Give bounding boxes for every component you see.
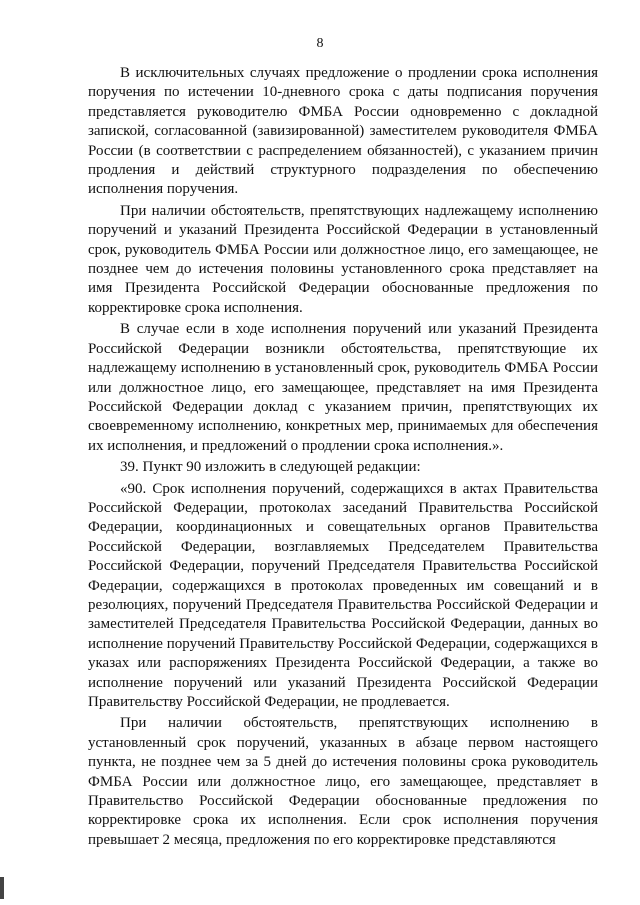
paragraph-government-deadline: При наличии обстоятельств, препятствующих исполнению в установленный срок поручений, указанных в абзаце первом настоящего пункта, не позднее чем за 5 дней до истечения половины срока руководитель ФМБА России или должностное лицо, его замещающее, представляет в Правительство Российской Федерации обоснованные предложения по корректировке срока их исполнения. Если срок исполнения поручения превышает 2 месяца, предложения по его корректировке представляются <box>88 715 598 848</box>
scan-edge-mark <box>0 877 4 899</box>
paragraph-president-instructions-deadline: При наличии обстоятельств, препятствующих надлежащему исполнению поручений и указаний Президента Российской Федерации в установленный срок, руководитель ФМБА России или должностное лицо, его замещающее, не позднее чем до истечения половины установленного срока представляет на имя Президента Российской Федерации обоснованные предложения по корректировке срока исполнения. <box>88 202 598 316</box>
paragraph-item-90: «90. Срок исполнения поручений, содержащихся в актах Правительства Российской Федерации, протоколах заседаний Правительства Российской Федерации, координационных и совещательных органов Правительства Российской Федерации, возглавляемых Председателем Правительства Российской Федерации, поручений Председателя Правительства Российской Федерации, содержащихся в протоколах проведенных им совещаний и в резолюциях, поручений Председателя Правительства Российской Федерации и заместителей Председателя Правительства Российской Федерации, данных во исполнение поручений Правительству Российской Федерации, содержащихся в указах или распоряжениях Президента Российской Федерации, а также во исполнение поручений или указаний Президента Российской Федерации Правительству Российской Федерации, не продлевается. <box>88 480 598 710</box>
paragraph-item-39: 39. Пункт 90 изложить в следующей редакции: <box>120 459 421 476</box>
page-number: 8 <box>316 36 324 51</box>
document-body <box>88 64 598 850</box>
paragraph-president-report: В случае если в ходе исполнения поручений или указаний Президента Российской Федерации возникли обстоятельства, препятствующие их надлежащему исполнению в установленный срок, руководитель ФМБА России или должностное лицо, его замещающее, представляет на имя Президента Российской Федерации доклад с указанием причин, препятствующих их своевременному исполнению, конкретных мер, принимаемых для обеспечения их исполнения, и предложений о продлении срока исполнения.». <box>88 321 598 454</box>
paragraph-extension-exceptional-cases: В исключительных случаях предложение о продлении срока исполнения поручения по истечении 10-дневного срока с даты подписания поручения представляется руководителю ФМБА России одновременно с докладной запиской, согласованной (завизированной) заместителем руководителя ФМБА России (в соответствии с распределением обязанностей), с указанием причин продления и действий структурного подразделения по обеспечению исполнения поручения. <box>88 65 598 198</box>
